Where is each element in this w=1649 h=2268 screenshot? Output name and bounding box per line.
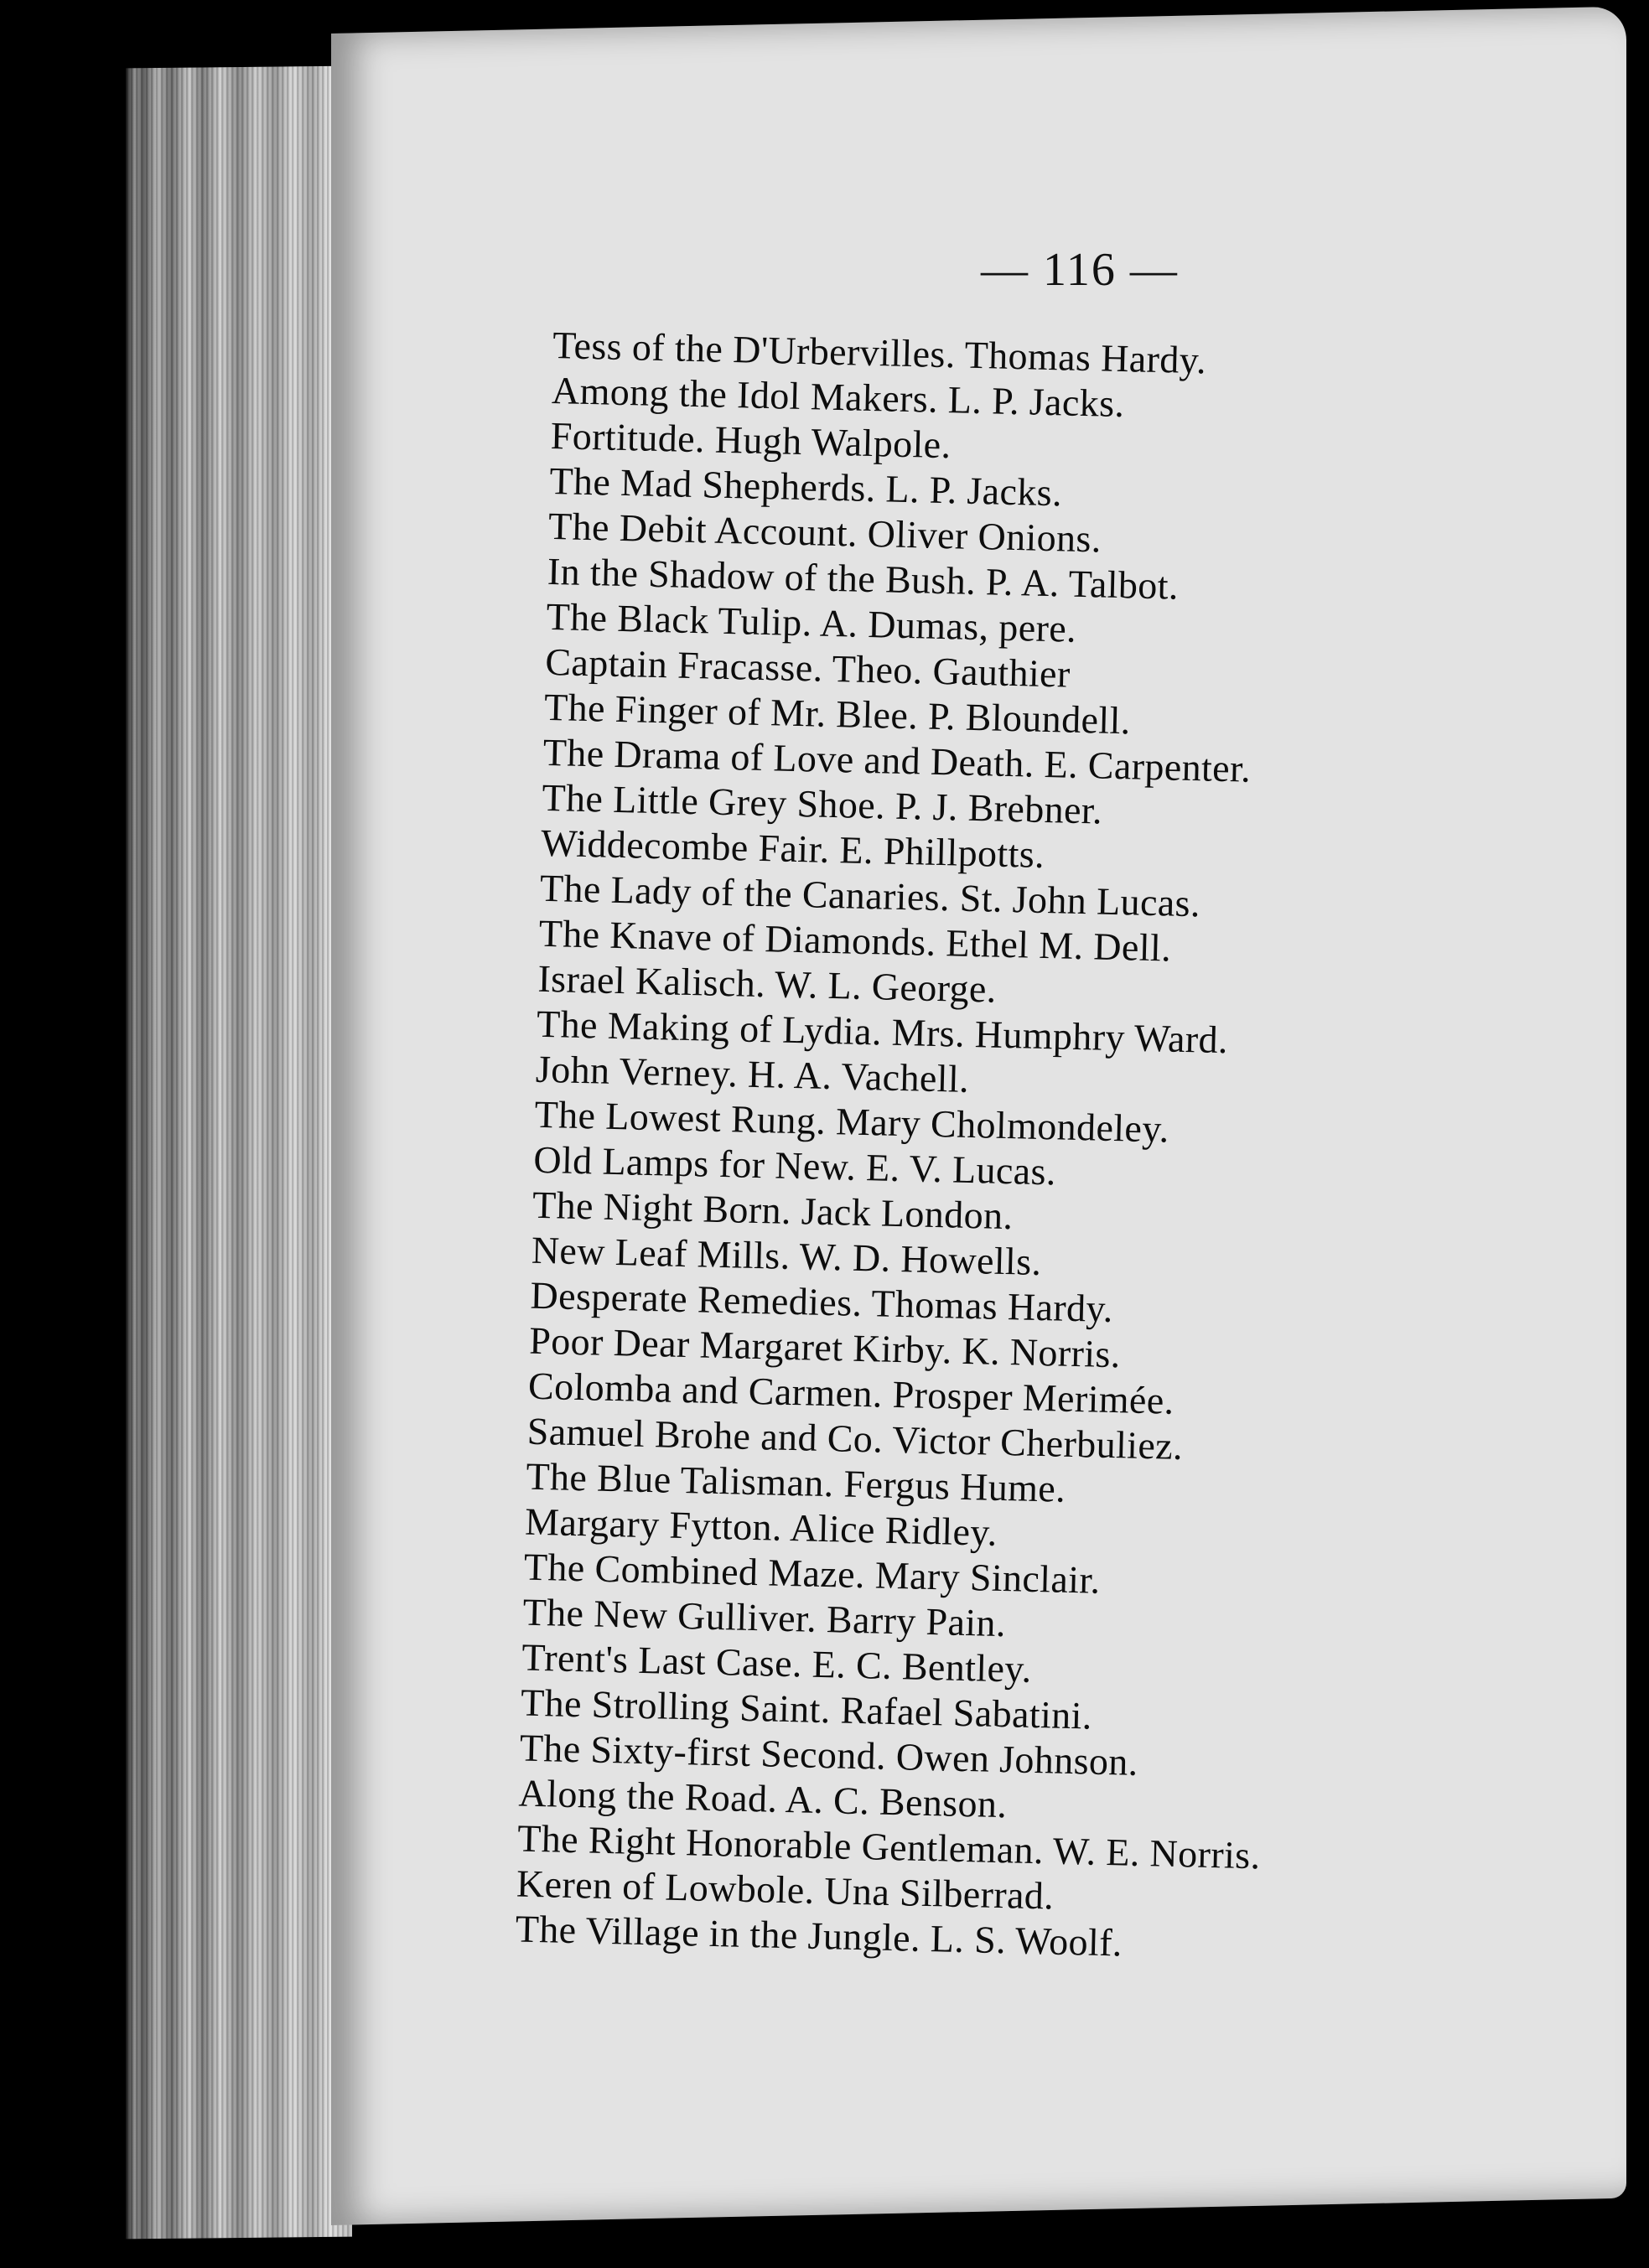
book-entry: The Drama of Love and Death. E. Carpenter.	[542, 730, 1252, 790]
book-entry: Widdecombe Fair. E. Phillpotts.	[540, 821, 1045, 876]
book-entry: The Combined Maze. Mary Sinclair.	[523, 1545, 1102, 1602]
book-entry: The Strolling Saint. Rafael Sabatini.	[520, 1680, 1093, 1737]
book-entry: Captain Fracasse. Theo. Gauthier	[544, 639, 1071, 696]
book-entry: The Mad Shepherds. L. P. Jacks.	[548, 458, 1063, 515]
book-list	[515, 323, 1296, 1969]
book-entry: The Night Born. Jack London.	[532, 1183, 1014, 1238]
page-edge-stack	[126, 66, 352, 2240]
book-entry: Israel Kalisch. W. L. George.	[537, 956, 998, 1011]
book-entry: The Knave of Diamonds. Ethel M. Dell.	[538, 911, 1172, 970]
book-entry: Margary Fytton. Alice Ridley.	[524, 1499, 998, 1554]
book-entry: Desperate Remedies. Thomas Hardy.	[530, 1273, 1114, 1331]
book-entry: Samuel Brohe and Co. Victor Cherbuliez.	[526, 1409, 1184, 1468]
book-entry: The Village in the Jungle. L. S. Woolf.	[515, 1907, 1123, 1965]
book-entry: The Making of Lydia. Mrs. Humphry Ward.	[536, 1002, 1229, 1062]
book-entry: The Lowest Rung. Mary Cholmondeley.	[534, 1092, 1170, 1151]
book-entry: The Blue Talisman. Fergus Hume.	[525, 1454, 1066, 1510]
book-entry: The Lady of the Canaries. St. John Lucas.	[539, 866, 1201, 925]
book-entry: Along the Road. A. C. Benson.	[518, 1771, 1008, 1826]
book-entry: Tess of the D'Urbervilles. Thomas Hardy.	[552, 323, 1207, 382]
book-entry: The Finger of Mr. Blee. P. Bloundell.	[543, 685, 1132, 743]
book-entry: In the Shadow of the Bush. P. A. Talbot.	[547, 549, 1180, 608]
book-entry: Keren of Lowbole. Una Silberrad.	[516, 1862, 1055, 1918]
page-number: — 116 —	[981, 244, 1179, 296]
book-entry: The Little Grey Shoe. P. J. Brebner.	[542, 775, 1103, 832]
book-entry: Poor Dear Margaret Kirby. K. Norris.	[528, 1318, 1122, 1376]
book-entry: The Sixty-first Second. Owen Johnson.	[519, 1726, 1139, 1784]
book-entry: Fortitude. Hugh Walpole.	[550, 413, 952, 467]
book-entry: New Leaf Mills. W. D. Howells.	[531, 1228, 1043, 1284]
book-entry: Old Lamps for New. E. V. Lucas.	[532, 1137, 1057, 1194]
book-entry: John Verney. H. A. Vachell.	[535, 1047, 970, 1100]
book-entry: Colomba and Carmen. Prosper Merimée.	[527, 1364, 1175, 1422]
book-entry: The New Gulliver. Barry Pain.	[522, 1590, 1007, 1645]
book-entry: Among the Idol Makers. L. P. Jacks.	[551, 368, 1125, 426]
book-entry: The Black Tulip. A. Dumas, pere.	[546, 594, 1077, 650]
book-entry: Trent's Last Case. E. C. Bentley.	[521, 1635, 1033, 1691]
book-entry: The Right Honorable Gentleman. W. E. Norris.	[516, 1816, 1262, 1877]
book-entry: The Debit Account. Oliver Onions.	[547, 504, 1102, 561]
